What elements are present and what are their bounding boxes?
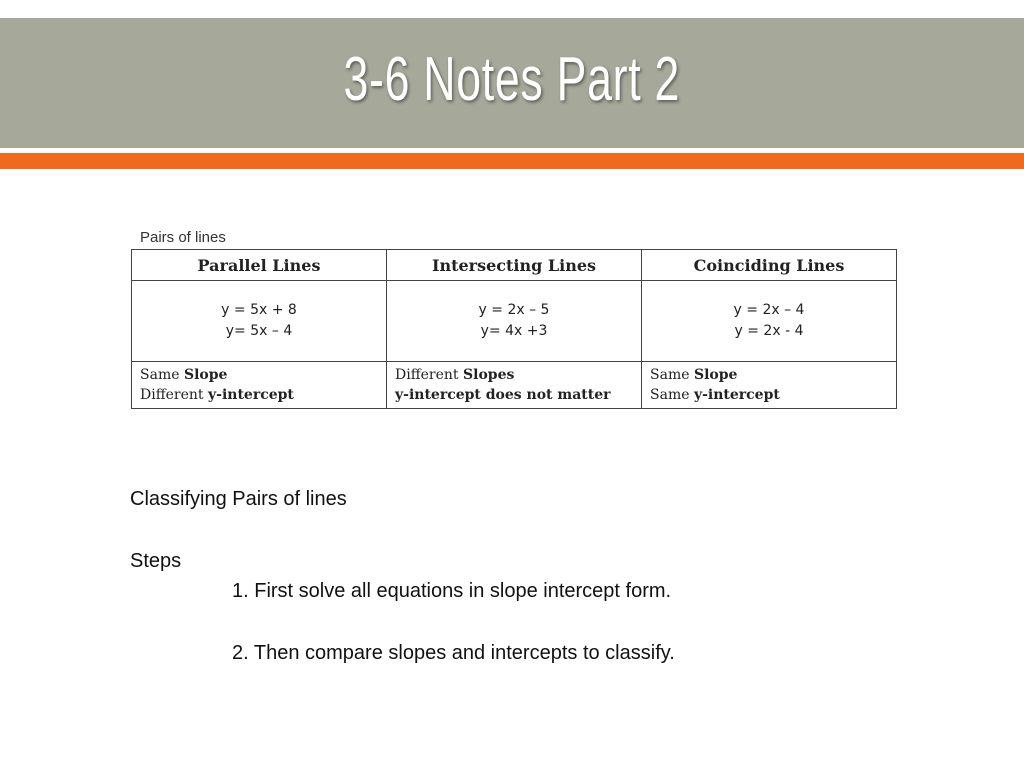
- desc-bold: Slope: [183, 367, 228, 383]
- desc-bold: Slopes: [463, 367, 515, 383]
- pairs-of-lines-table: [131, 249, 897, 409]
- equation: y = 2x - 4: [734, 323, 804, 339]
- desc-bold: y-intercept: [208, 387, 294, 403]
- parallel-description: [132, 362, 387, 409]
- accent-bar: [0, 153, 1024, 169]
- equation: y= 4x +3: [480, 323, 548, 339]
- intersecting-description: [387, 362, 642, 409]
- desc-text: Same: [650, 387, 694, 403]
- table-caption: Pairs of lines: [140, 229, 226, 246]
- desc-text: Same: [650, 367, 694, 383]
- coinciding-description: [642, 362, 897, 409]
- header-intersecting-lines: Intersecting Lines: [387, 250, 642, 281]
- header-parallel-lines: Parallel Lines: [132, 250, 387, 281]
- header-coinciding-lines: Coinciding Lines: [642, 250, 897, 281]
- equations-row: [132, 281, 897, 362]
- step-2: 2. Then compare slopes and intercepts to classify.: [232, 642, 675, 664]
- intersecting-equations: [387, 281, 642, 362]
- desc-text: Different: [395, 367, 464, 383]
- step-1: 1. First solve all equations in slope intercept form.: [232, 580, 672, 602]
- desc-bold: Slope: [693, 367, 738, 383]
- equation: y = 2x – 4: [733, 302, 805, 318]
- desc-text: Different: [140, 387, 209, 403]
- equation: y = 2x – 5: [478, 302, 550, 318]
- desc-text: Same: [140, 367, 184, 383]
- desc-bold: y-intercept does not matter: [395, 387, 611, 403]
- parallel-equations: [132, 281, 387, 362]
- title-bar: [0, 18, 1024, 148]
- descriptions-row: [132, 362, 897, 409]
- table-header-row: [132, 250, 897, 281]
- slide-title: 3-6 Notes Part 2: [343, 44, 681, 114]
- desc-bold: y-intercept: [693, 387, 780, 403]
- equation: y = 5x + 8: [221, 302, 297, 318]
- equation: y= 5x – 4: [225, 323, 293, 339]
- content-heading: Classifying Pairs of lines: [130, 488, 347, 510]
- steps-label: Steps: [130, 550, 182, 572]
- coinciding-equations: [642, 281, 897, 362]
